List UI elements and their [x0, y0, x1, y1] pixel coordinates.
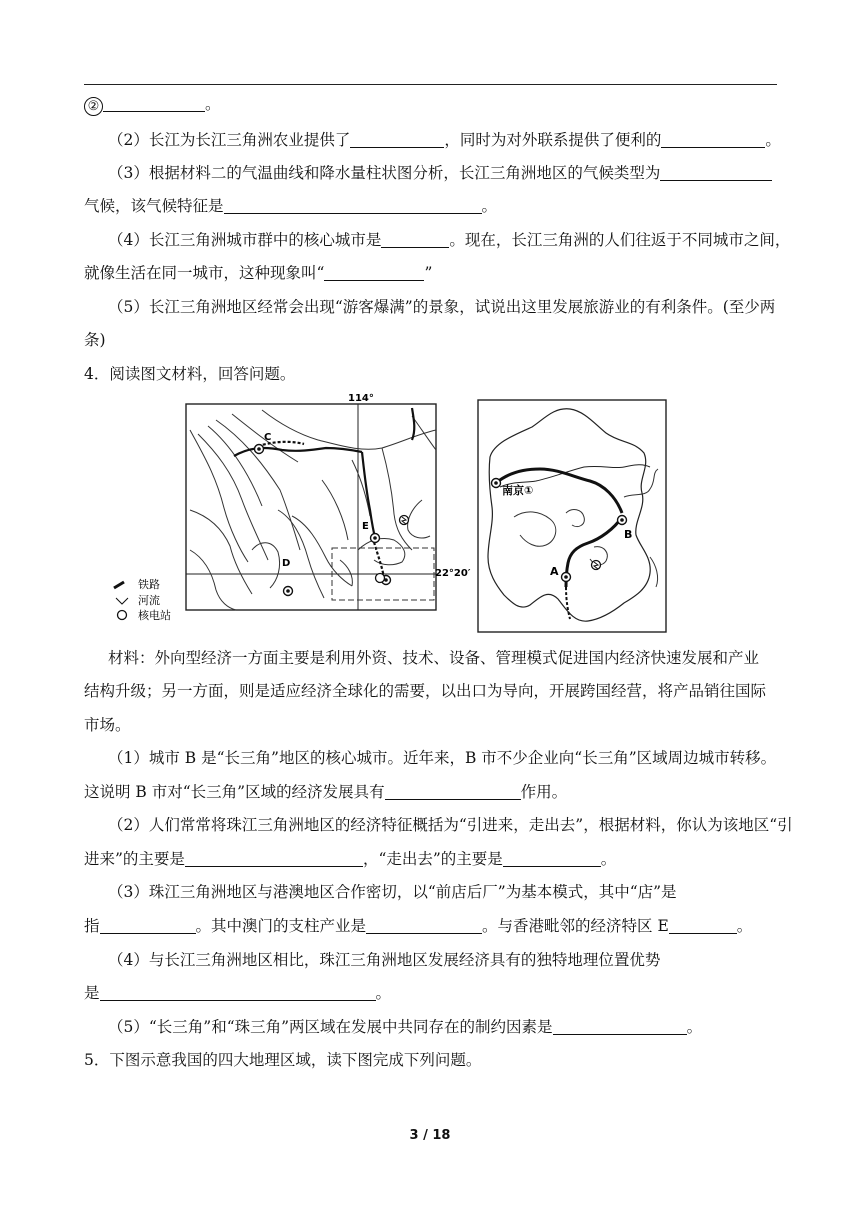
yangtze-river-delta-map — [474, 397, 670, 635]
city-label-b: B — [624, 528, 633, 541]
q3-part5-cont: 条) — [84, 331, 106, 349]
answer-blank[interactable] — [100, 984, 376, 1001]
q3-part2: （2）长江为长江三角洲农业提供了 ，同时为对外联系提供了便利的 。 — [108, 131, 781, 149]
answer-blank[interactable] — [350, 131, 444, 148]
city-label-c: C — [264, 432, 272, 443]
q3-part4-cont: 就像生活在同一城市，这种现象叫“ ” — [84, 264, 433, 282]
answer-blank[interactable] — [324, 264, 424, 281]
nuclear-plant-icon — [400, 516, 409, 525]
q3-part3-cont: 气候，该气候特征是 。 — [84, 197, 498, 215]
question-4-heading: 4．阅读图文材料，回答问题。 — [84, 365, 296, 383]
nuclear-plant-icon — [592, 561, 601, 570]
answer-blank[interactable] — [385, 783, 521, 800]
river-icon — [116, 598, 128, 604]
q4-part2-cont: 进来”的主要是 ，“走出去”的主要是 。 — [84, 850, 617, 868]
answer-blank[interactable] — [381, 231, 449, 248]
answer-blank[interactable] — [224, 197, 482, 214]
q4-part1-cont: 这说明 B 市对“长三角”区域的经济发展具有 作用。 — [84, 783, 568, 801]
map-legend — [114, 577, 171, 622]
header-rule — [84, 84, 777, 85]
question-5-heading: 5．下图示意我国的四大地理区域，读下图完成下列问题。 — [84, 1051, 482, 1069]
q4-part1: （1）城市 B 是“长三角”地区的核心城市。近年来，B 市不少企业向“长三角”区域周边城市转移。 — [108, 749, 777, 767]
page-number: 3 / 18 — [409, 1128, 451, 1143]
legend-railway-label: 铁路 — [138, 578, 160, 591]
answer-blank[interactable] — [553, 1018, 687, 1035]
q3-part4: （4）长江三角洲城市群中的核心城市是 。现在，长江三角洲的人们往返于不同城市之间， — [108, 231, 791, 249]
city-label-a: A — [550, 565, 559, 578]
answer-blank[interactable] — [503, 850, 601, 867]
q4-part3-cont: 指 。其中澳门的支柱产业是 。与香港毗邻的经济特区 E 。 — [84, 917, 753, 935]
answer-blank[interactable] — [185, 850, 363, 867]
longitude-label: 114° — [348, 393, 374, 404]
answer-blank[interactable] — [100, 917, 196, 934]
pearl-river-delta-map — [112, 390, 471, 625]
nuclear-plant-icon — [376, 574, 385, 583]
answer-line-2: ② 。 — [84, 94, 784, 116]
q3-part5: （5）长江三角洲地区经常会出现“游客爆满”的景象，试说出这里发展旅游业的有利条件。(至少两 — [108, 298, 776, 316]
q4-part2: （2）人们常常将珠江三角洲地区的经济特征概括为“引进来，走出去”，根据材料，你认为该地区“引 — [108, 816, 793, 834]
q4-part3: （3）珠江三角洲地区与港澳地区合作密切，以“前店后厂”为基本模式，其中“店”是 — [108, 883, 677, 901]
q4-part5: （5）“长三角”和“珠三角”两区域在发展中共同存在的制约因素是 。 — [108, 1018, 703, 1036]
city-label-e: E — [362, 521, 369, 532]
city-label-nanjing: 南京① — [502, 484, 534, 497]
answer-blank[interactable] — [366, 917, 482, 934]
latitude-label: 22°20′ — [435, 568, 471, 579]
q4-part4-cont: 是 。 — [84, 984, 392, 1002]
legend-river-label: 河流 — [138, 594, 160, 607]
material-line-2: 结构升级；另一方面，则是适应经济全球化的需要，以出口为导向，开展跨国经营，将产品销往国际 — [84, 682, 767, 700]
material-line-1: 材料：外向型经济一方面主要是利用外资、技术、设备、管理模式促进国内经济快速发展和产业 — [108, 649, 760, 667]
answer-blank[interactable] — [103, 95, 205, 112]
answer-blank[interactable] — [661, 131, 765, 148]
city-label-d: D — [282, 558, 291, 569]
material-line-3: 市场。 — [84, 716, 131, 734]
answer-blank[interactable] — [669, 917, 737, 934]
circled-number: ② — [84, 97, 103, 116]
q3-part3: （3）根据材料二的气温曲线和降水量柱状图分析，长江三角洲地区的气候类型为 — [108, 163, 808, 183]
q4-part4: （4）与长江三角洲地区相比，珠江三角洲地区发展经济具有的独特地理位置优势 — [108, 951, 661, 969]
legend-nuclear-label: 核电站 — [138, 609, 171, 622]
nuclear-legend-icon — [118, 611, 127, 620]
answer-blank[interactable] — [660, 164, 772, 181]
